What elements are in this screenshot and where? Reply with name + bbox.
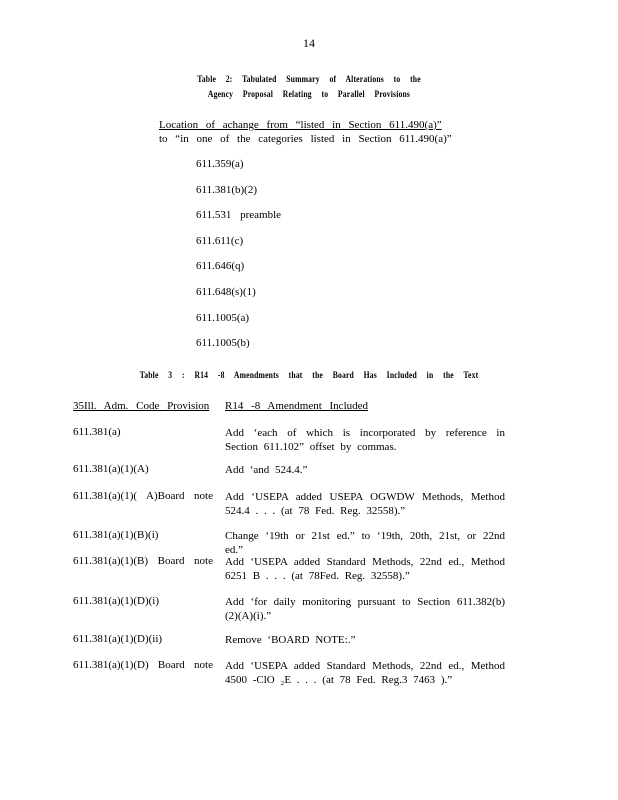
section-item: 611.1005(b) bbox=[196, 337, 250, 350]
section-item: 611.359(a) bbox=[196, 158, 244, 170]
section-list bbox=[196, 157, 281, 362]
row-provision: 611.381(a)(1)(D)(ii) bbox=[73, 633, 163, 645]
location-heading-line1: Location of achange from “listed in Section 611.490(a)” bbox=[159, 119, 442, 131]
location-heading-line2: to “in one of the categories listed in Section 611.490(a)” bbox=[159, 133, 452, 145]
section-item: 611.381(b)(2) bbox=[196, 183, 257, 196]
section-item: 611.1005(a) bbox=[196, 311, 250, 324]
section-item: 611.646(q) bbox=[196, 260, 245, 273]
table2-caption-line1: Table 2: Tabulated Summary of Alterations to the bbox=[197, 74, 421, 84]
table3-caption: Table 3 : R14 -8 Amendments that the Board Has Included in the Text bbox=[139, 370, 479, 380]
row-provision: 611.381(a)(1)(D)(i) bbox=[73, 595, 160, 607]
row-provision: 611.381(a)(1)(B) Board note bbox=[73, 555, 213, 567]
section-item: 611.648(s)(1) bbox=[196, 285, 256, 298]
table2-caption-line2: Agency Proposal Relating to Parallel Provisions bbox=[207, 89, 411, 99]
column-header-provision: 35Ill. Adm. Code Provision bbox=[73, 400, 210, 412]
page-number: 14 bbox=[303, 36, 315, 50]
row-provision: 611.381(a)(1)(B)(i) bbox=[73, 529, 159, 541]
row-amendment: Add ‘USEPA added USEPA OGWDW Methods, Method 524.4 . . . (at 78 Fed. Reg. 32558).” bbox=[225, 491, 505, 517]
row-provision: 611.381(a)(1)( A)Board note bbox=[73, 490, 213, 502]
row-amendment: Add ‘USEPA added Standard Methods, 22nd ed., Method 4500 -ClO ₂E . . . (at 78 Fed. Reg.3 7463 ).” bbox=[225, 660, 505, 686]
section-item: 611.531 preamble bbox=[196, 209, 282, 222]
row-provision: 611.381(a)(1)(A) bbox=[73, 463, 149, 475]
column-header-amendment: R14 -8 Amendment Included bbox=[225, 400, 369, 412]
row-provision: 611.381(a)(1)(D) Board note bbox=[73, 659, 213, 671]
row-amendment: Add ‘for daily monitoring pursuant to Section 611.382(b)(2)(A)(i).” bbox=[225, 596, 505, 622]
row-amendment: Add ‘USEPA added Standard Methods, 22nd ed., Method 6251 B . . . (at 78Fed. Reg. 32558).” bbox=[225, 556, 505, 582]
row-provision: 611.381(a) bbox=[73, 426, 121, 438]
row-amendment: Add ‘and 524.4.” bbox=[225, 464, 308, 476]
row-amendment: Add ‘each of which is incorporated by reference in Section 611.102” offset by commas. bbox=[225, 427, 505, 453]
row-amendment: Remove ‘BOARD NOTE:.” bbox=[225, 634, 356, 646]
row-amendment: Change ‘19th or 21st ed.” to ‘19th, 20th, 21st, or 22nd ed.” bbox=[225, 530, 505, 556]
section-item: 611.611(c) bbox=[196, 234, 244, 247]
